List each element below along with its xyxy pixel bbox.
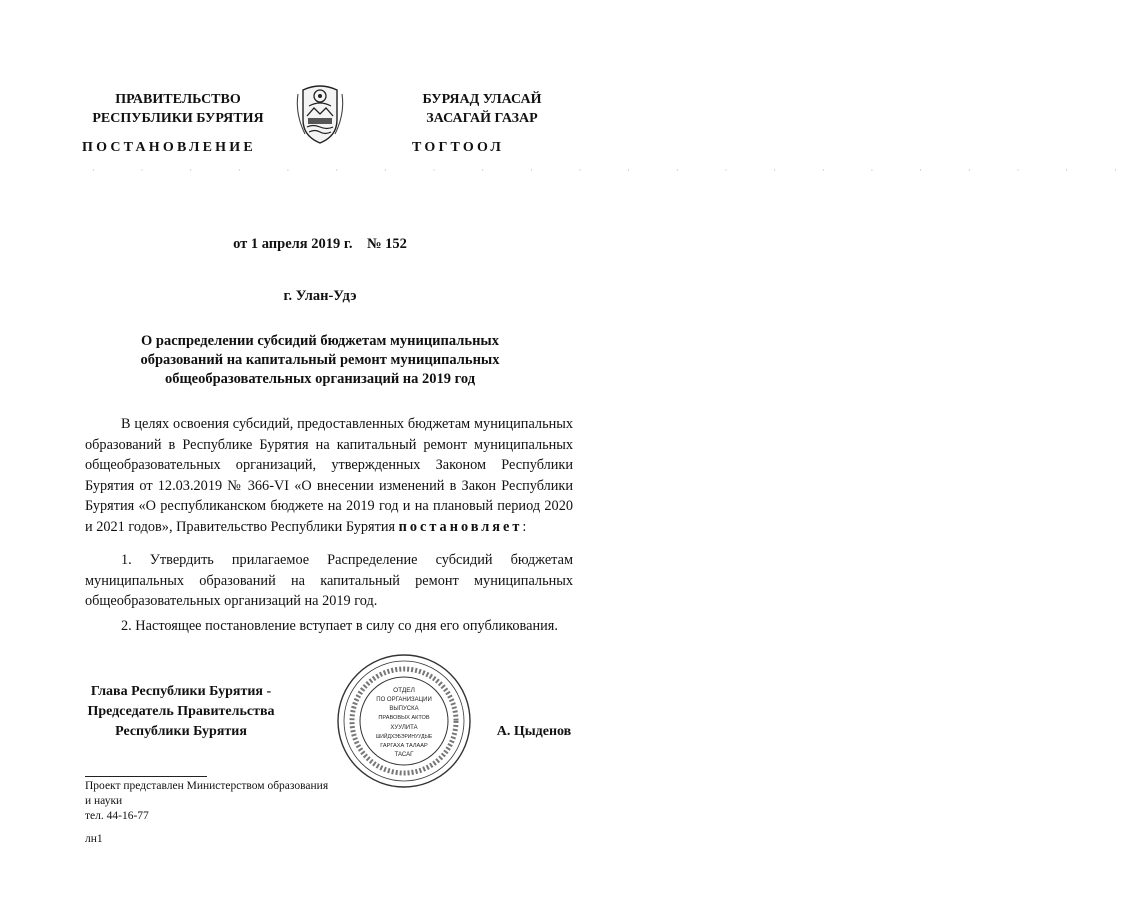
stamp-line1: ОТДЕЛ (393, 687, 415, 694)
document-title-line3: общеобразовательных организаций на 2019 год (164, 371, 476, 387)
document-date-number: от 1 апреля 2019 г. № 152 (233, 236, 407, 252)
signatory-name: А. Цыденов (496, 724, 572, 739)
signatory-position-line3: Республики Бурятия (115, 724, 247, 739)
item-2-paragraph: 2. Настоящее постановление вступает в силу со дня его опубликования. (121, 618, 558, 634)
footer-code: лн1 (85, 833, 103, 845)
coat-of-arms-icon (295, 80, 345, 146)
signatory-position-line2: Председатель Правительства (87, 704, 275, 719)
intro-text: В целях освоения субсидий, предоставленных бюджетам муниципальных образований в Республике Бурятия на капитальный ремонт муниципальных общеобразовательных организаций, утвержденных Законом Республики Бурятия от 12.03.2019 № 366-VI «О внесении изменений в Закон Республики Бурятия «О республиканском бюджете на 2019 год и на плановый период 2020 и 2021 годов», Правительство Республики Бурятия (85, 416, 573, 535)
government-name-ru-line2: РЕСПУБЛИКИ БУРЯТИЯ (92, 111, 264, 126)
footer-note-line3: тел. 44-16-77 (85, 810, 149, 822)
stamp-line2: ПО ОРГАНИЗАЦИИ (376, 697, 432, 703)
footer-note-line1: Проект представлен Министерством образования (85, 780, 329, 792)
document-type-ru: ПОСТАНОВЛЕНИЕ (82, 140, 256, 155)
signatory-position-line1: Глава Республики Бурятия - (90, 684, 272, 699)
document-type-bua: ТОГТООЛ (412, 140, 505, 155)
footer-note-line2: и науки (85, 795, 123, 807)
government-name-ru-line1: ПРАВИТЕЛЬСТВО (115, 92, 241, 107)
stamp-line5: ХУУЛИТА (390, 725, 418, 731)
government-name-bua (382, 90, 582, 128)
stamp-line3: ВЫПУСКА (389, 706, 419, 712)
government-name-bua-line2: ЗАСАГАЙ ГАЗАР (426, 111, 538, 126)
intro-paragraph (85, 414, 573, 537)
government-name-bua-line1: БУРЯАД УЛАСАЙ (422, 92, 542, 107)
resolves-colon: : (522, 518, 527, 535)
signatory-position (72, 682, 290, 742)
item-1-paragraph: 1. Утвердить прилагаемое Распределение субсидий бюджетам муниципальных образований на капитальный ремонт муниципальных общеобразовательных организаций на 2019 год. (85, 552, 573, 609)
stamp-line7: ГАРГАХА ТАЛААР (380, 743, 428, 749)
document-city: г. Улан-Удэ (283, 288, 357, 304)
stamp-line8: ТАСАГ (394, 752, 414, 758)
header-divider: · · · · · · · · · · · · · · · · · · · · · · (92, 166, 1139, 175)
stamp-line4: ПРАВОВЫХ АКТОВ (378, 715, 430, 721)
footer-divider (85, 776, 207, 777)
government-name-ru (78, 90, 278, 128)
stamp-line6: ШИЙДХЭБЭРИНУУДЫЕ (375, 734, 433, 740)
document-title (0, 332, 640, 389)
resolves-word: постановляет (398, 518, 523, 535)
document-title-line1: О распределении субсидий бюджетам муниципальных (140, 333, 499, 349)
footer-note (85, 779, 405, 847)
document-title-line2: образований на капитальный ремонт муниципальных (140, 352, 500, 368)
official-stamp (335, 652, 473, 790)
